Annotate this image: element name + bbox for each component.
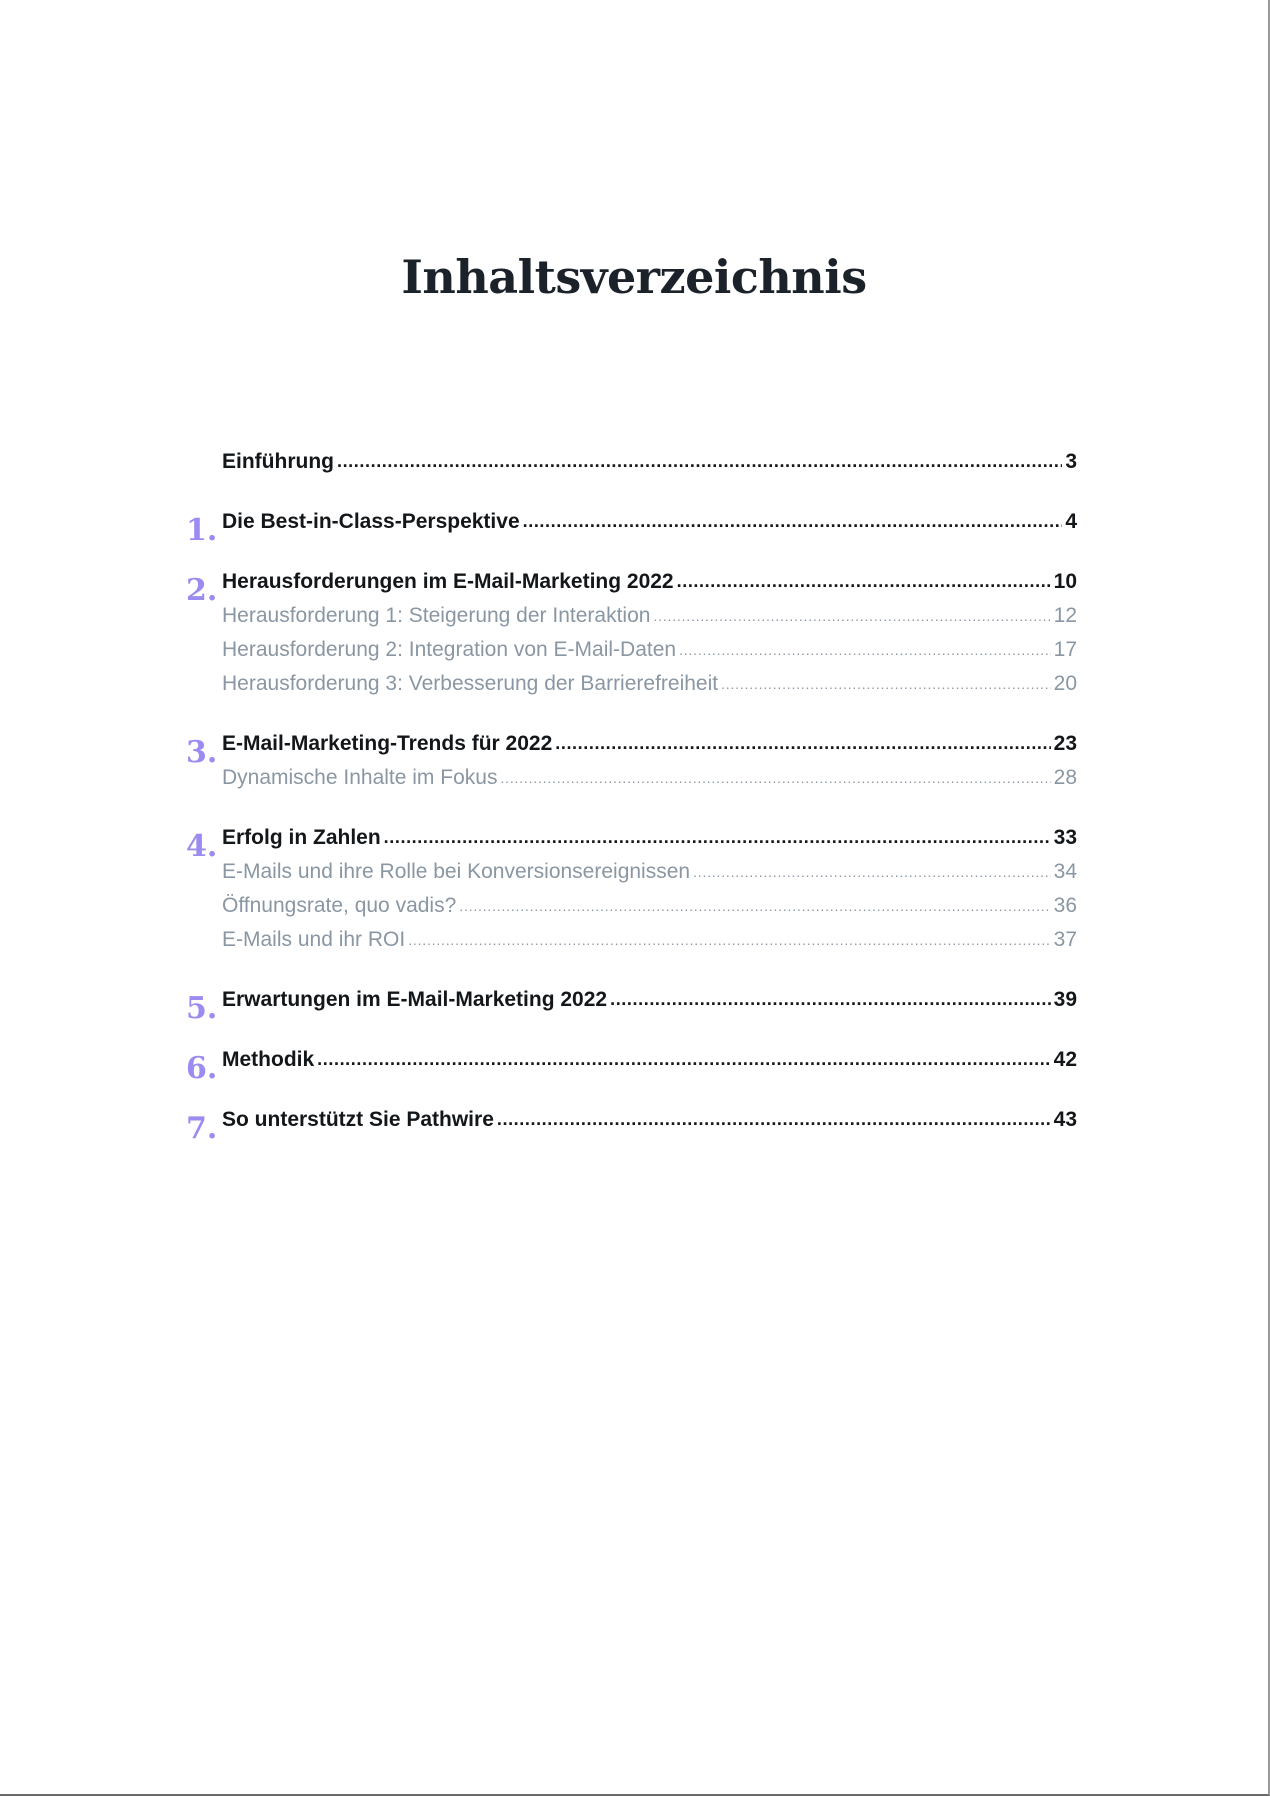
dot-leader: [337, 449, 1062, 473]
dot-leader: [555, 731, 1050, 755]
toc-entry-label: So unterstützt Sie Pathwire: [222, 1108, 494, 1131]
toc-page-number: 37: [1053, 928, 1077, 951]
toc-entry-label: E-Mails und ihr ROI: [222, 928, 406, 951]
page-title: Inhaltsverzeichnis: [401, 250, 867, 304]
toc-entry-label: E-Mails und ihre Rolle bei Konversionsereignissen: [222, 860, 691, 883]
toc-page-number: 28: [1053, 766, 1077, 789]
dot-leader: [653, 603, 1050, 627]
chapter-number: 1.: [186, 513, 218, 548]
toc-subentry-challenge-3[interactable]: [186, 672, 1077, 706]
toc-page-number: 43: [1053, 1108, 1077, 1131]
chapter-number: 4.: [186, 829, 218, 864]
toc-entry-label: Einführung: [222, 450, 334, 473]
toc-page-number: 12: [1053, 604, 1077, 627]
toc-entry-label: Dynamische Inhalte im Fokus: [222, 766, 498, 789]
toc-entry-chapter-7[interactable]: [186, 1108, 1077, 1146]
toc-entry-chapter-1[interactable]: [186, 510, 1077, 548]
dot-leader: [500, 765, 1050, 789]
toc-entry-label: Methodik: [222, 1048, 315, 1071]
dot-leader: [459, 893, 1050, 917]
toc-subentry-challenge-2[interactable]: [186, 638, 1077, 672]
dot-leader: [317, 1047, 1050, 1071]
dot-leader: [408, 927, 1050, 951]
toc-entry-chapter-4[interactable]: [186, 826, 1077, 864]
toc-page-number: 10: [1053, 570, 1077, 593]
dot-leader: [523, 509, 1063, 533]
chapter-number: 3.: [186, 735, 218, 770]
toc-page-number: 34: [1053, 860, 1077, 883]
toc-page-number: 39: [1053, 988, 1077, 1011]
toc-subentry-roi[interactable]: [186, 928, 1077, 962]
toc-page-number: 20: [1053, 672, 1077, 695]
dot-leader: [721, 671, 1051, 695]
toc-entry-label: Erfolg in Zahlen: [222, 826, 381, 849]
toc-entry-chapter-3[interactable]: [186, 732, 1077, 770]
toc-entry-label: Herausforderung 2: Integration von E-Mail-Daten: [222, 638, 677, 661]
table-of-contents: [186, 450, 1077, 1146]
chapter-number: 5.: [186, 991, 218, 1026]
toc-entry-label: Herausforderung 1: Steigerung der Interaktion: [222, 604, 651, 627]
toc-entry-label: E-Mail-Marketing-Trends für 2022: [222, 732, 553, 755]
toc-page-number: 3: [1065, 450, 1077, 473]
dot-leader: [677, 569, 1051, 593]
toc-entry-chapter-5[interactable]: [186, 988, 1077, 1026]
toc-entry-einfuehrung[interactable]: [186, 450, 1077, 484]
toc-page-number: 42: [1053, 1048, 1077, 1071]
toc-entry-label: Erwartungen im E-Mail-Marketing 2022: [222, 988, 608, 1011]
toc-entry-chapter-2[interactable]: [186, 570, 1077, 608]
toc-entry-label: Herausforderung 3: Verbesserung der Barrierefreiheit: [222, 672, 719, 695]
dot-leader: [384, 825, 1051, 849]
toc-subentry-conversion-events[interactable]: [186, 860, 1077, 894]
toc-page-number: 36: [1053, 894, 1077, 917]
toc-subentry-challenge-1[interactable]: [186, 604, 1077, 638]
chapter-number: 2.: [186, 573, 218, 608]
dot-leader: [693, 859, 1051, 883]
toc-page-number: 4: [1065, 510, 1077, 533]
toc-page-number: 33: [1053, 826, 1077, 849]
dot-leader: [679, 637, 1051, 661]
toc-entry-label: Herausforderungen im E-Mail-Marketing 2022: [222, 570, 674, 593]
toc-subentry-open-rate[interactable]: [186, 894, 1077, 928]
toc-entry-label: Die Best-in-Class-Perspektive: [222, 510, 520, 533]
toc-entry-chapter-6[interactable]: [186, 1048, 1077, 1086]
toc-subentry-dynamic-content[interactable]: [186, 766, 1077, 800]
dot-leader: [497, 1107, 1051, 1131]
dot-leader: [610, 987, 1051, 1011]
chapter-number: 6.: [186, 1051, 218, 1086]
toc-entry-label: Öffnungsrate, quo vadis?: [222, 894, 457, 917]
toc-page-number: 23: [1053, 732, 1077, 755]
chapter-number: 7.: [186, 1111, 218, 1146]
toc-page-number: 17: [1053, 638, 1077, 661]
